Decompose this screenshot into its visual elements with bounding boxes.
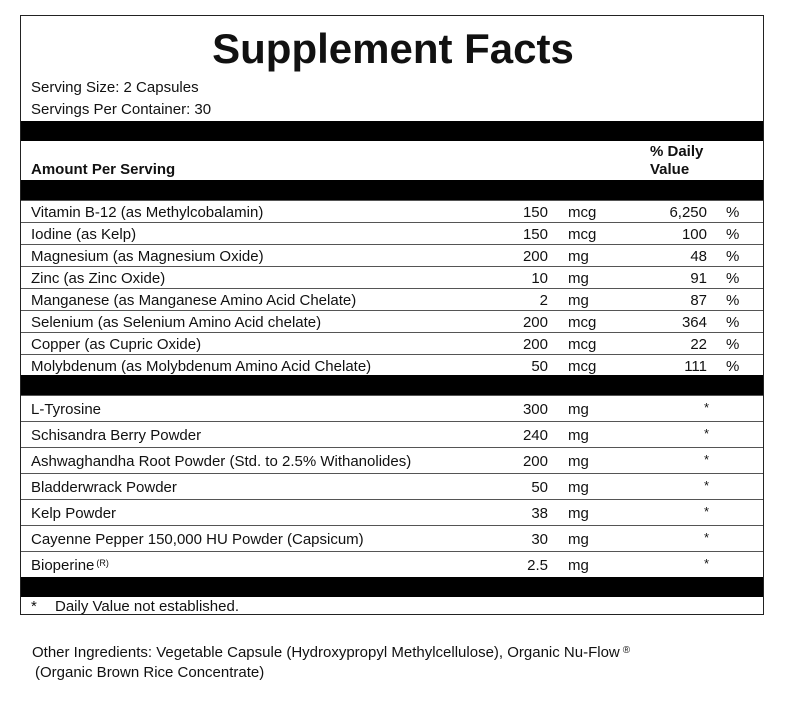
percent-sign: % (726, 314, 740, 331)
nutrient-amount: 200 (522, 248, 548, 265)
ingredient-amount: 50 (531, 479, 548, 496)
ingredient-unit: mg (568, 557, 589, 574)
header-dv-line1: % Daily (650, 143, 704, 160)
ingredient-row (21, 395, 763, 422)
ingredient-row (21, 525, 763, 552)
nutrient-unit: mg (568, 270, 589, 287)
panel-title: Supplement Facts (212, 25, 574, 72)
ingredient-amount: 300 (522, 401, 548, 418)
ingredient-unit: mg (568, 427, 589, 444)
dv-not-established-mark: * (704, 530, 710, 545)
footnote-star: * (31, 598, 37, 615)
ingredient-amount: 200 (522, 453, 548, 470)
nutrient-daily-value: 6,250 (669, 204, 707, 221)
nutrient-unit: mcg (568, 204, 597, 221)
registered-mark: ® (622, 645, 631, 656)
ingredient-row (21, 499, 763, 526)
nutrient-amount: 200 (522, 314, 548, 331)
ingredient-name: Bladderwrack Powder (31, 479, 177, 496)
nutrient-name: Vitamin B-12 (as Methylcobalamin) (31, 204, 264, 221)
ingredient-unit: mg (568, 453, 589, 470)
other-ingredients (32, 643, 732, 683)
nutrient-row (21, 310, 763, 333)
ingredient-name: Kelp Powder (31, 505, 117, 522)
percent-sign: % (726, 226, 740, 243)
ingredient-amount: 2.5 (527, 557, 548, 574)
ingredient-unit: mg (568, 401, 589, 418)
ingredient-name: Cayenne Pepper 150,000 HU Powder (Capsicum) (31, 531, 364, 548)
other-ingredients-line1: Other Ingredients: Vegetable Capsule (Hydroxypropyl Methylcellulose), Organic Nu-Flow (32, 644, 620, 661)
other-ingredients-line2: (Organic Brown Rice Concentrate) (35, 664, 265, 681)
nutrient-row (21, 354, 763, 377)
ingredient-amount: 30 (531, 531, 548, 548)
supplement-facts-panel (20, 15, 764, 615)
percent-sign: % (726, 292, 740, 309)
header-dv-line2: Value (650, 161, 690, 178)
nutrient-amount: 2 (539, 292, 548, 309)
nutrient-name: Copper (as Cupric Oxide) (31, 336, 202, 353)
dv-not-established-mark: * (704, 556, 710, 571)
nutrient-amount: 150 (522, 204, 548, 221)
nutrient-unit: mg (568, 292, 589, 309)
nutrient-row (21, 332, 763, 355)
nutrient-row (21, 244, 763, 267)
nutrient-name: Selenium (as Selenium Amino Acid chelate) (31, 314, 322, 331)
nutrient-name: Zinc (as Zinc Oxide) (31, 270, 166, 287)
ingredient-row (21, 421, 763, 448)
registered-mark: (R) (96, 558, 109, 568)
ingredient-name: Ashwaghandha Root Powder (Std. to 2.5% Withanolides) (31, 453, 412, 470)
nutrient-amount: 200 (522, 336, 548, 353)
footnote-text: Daily Value not established. (55, 598, 239, 615)
ingredient-row (21, 551, 763, 578)
dv-not-established-mark: * (704, 478, 710, 493)
ingredient-amount: 240 (522, 427, 548, 444)
ingredient-row (21, 447, 763, 474)
header-daily-value (650, 143, 740, 179)
nutrient-unit: mcg (568, 226, 597, 243)
header-amount-per-serving: Amount Per Serving (31, 161, 176, 178)
ingredient-amount: 38 (531, 505, 548, 522)
servings-per-container: Servings Per Container: 30 (31, 101, 212, 118)
nutrient-row (21, 288, 763, 311)
nutrient-amount: 50 (531, 358, 548, 375)
nutrient-row (21, 222, 763, 245)
divider-bar (21, 121, 763, 141)
percent-sign: % (726, 336, 740, 353)
nutrient-row (21, 200, 763, 223)
dv-not-established-mark: * (704, 400, 710, 415)
nutrient-daily-value: 48 (690, 248, 707, 265)
percent-sign: % (726, 204, 740, 221)
nutrient-daily-value: 22 (690, 336, 707, 353)
divider-bar (21, 180, 763, 200)
nutrient-daily-value: 87 (690, 292, 707, 309)
ingredient-name (31, 556, 109, 576)
ingredient-unit: mg (568, 505, 589, 522)
nutrient-unit: mg (568, 248, 589, 265)
divider-bar (21, 375, 763, 395)
footnote (31, 598, 239, 616)
percent-sign: % (726, 270, 740, 287)
percent-sign: % (726, 358, 740, 375)
nutrient-unit: mcg (568, 314, 597, 331)
ingredient-name: L-Tyrosine (31, 401, 102, 418)
nutrient-daily-value: 100 (681, 226, 707, 243)
nutrient-amount: 150 (522, 226, 548, 243)
nutrient-daily-value: 91 (690, 270, 707, 287)
nutrient-name: Molybdenum (as Molybdenum Amino Acid Chelate) (31, 358, 372, 375)
ingredient-name-text: Bioperine (31, 557, 95, 574)
dv-not-established-mark: * (704, 504, 710, 519)
serving-size: Serving Size: 2 Capsules (31, 79, 199, 96)
nutrient-name: Magnesium (as Magnesium Oxide) (31, 248, 264, 265)
dv-not-established-mark: * (704, 452, 710, 467)
divider-bar (21, 577, 763, 597)
nutrient-name: Manganese (as Manganese Amino Acid Chelate) (31, 292, 357, 309)
nutrient-amount: 10 (531, 270, 548, 287)
ingredient-unit: mg (568, 479, 589, 496)
nutrient-unit: mcg (568, 358, 597, 375)
ingredient-row (21, 473, 763, 500)
dv-not-established-mark: * (704, 426, 710, 441)
nutrient-unit: mcg (568, 336, 597, 353)
nutrient-daily-value: 364 (681, 314, 707, 331)
ingredient-unit: mg (568, 531, 589, 548)
ingredient-name: Schisandra Berry Powder (31, 427, 202, 444)
nutrient-daily-value: 111 (684, 358, 707, 375)
percent-sign: % (726, 248, 740, 265)
nutrient-name: Iodine (as Kelp) (31, 226, 137, 243)
nutrient-row (21, 266, 763, 289)
